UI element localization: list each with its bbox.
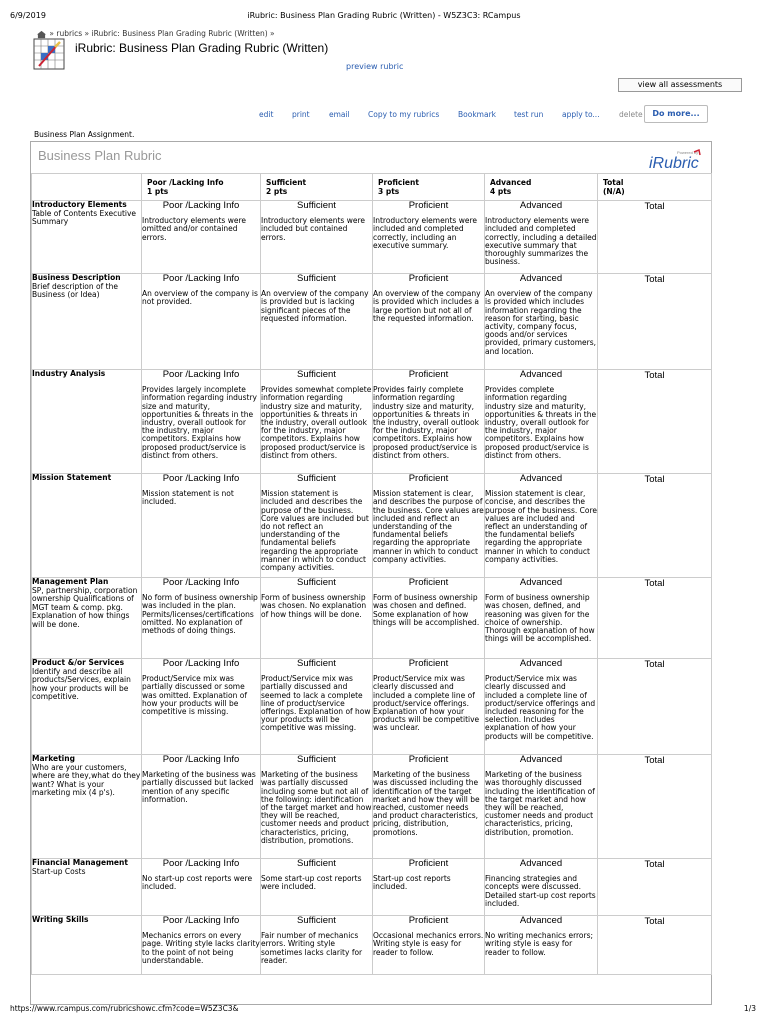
rubric-row	[32, 274, 712, 370]
rating-description: Product/Service mix was partially discussed and seemed to lack a complete line of product/service offerings. Explanation of how your products will be competitive was missing.	[261, 674, 371, 733]
rating-cell[interactable]	[142, 578, 261, 659]
column-label: Sufficient	[266, 178, 307, 187]
rating-level-label: Proficient	[408, 658, 449, 669]
criterion-description: Who are your customers, where are they,what do they want? What is your marketing mix (4 p's).	[32, 762, 141, 798]
rating-description: An overview of the company is not provided.	[142, 289, 258, 307]
rating-cell[interactable]	[142, 370, 261, 474]
rating-cell[interactable]	[485, 755, 598, 859]
column-points: (N/A)	[603, 187, 625, 196]
rating-level-label: Poor /Lacking Info	[162, 273, 240, 284]
criteria-header	[32, 174, 142, 201]
rating-level-label: Poor /Lacking Info	[162, 369, 240, 380]
rating-cell[interactable]	[142, 274, 261, 370]
rating-description: Provides fairly complete information regarding industry size and maturity, opportunities & threats in the industry, overall outlook for the industry, major competitors. Explains how proposed product/service is distinct from others.	[373, 385, 479, 460]
rubric-row	[32, 659, 712, 755]
print-date: 6/9/2019	[10, 11, 46, 20]
rating-level-label: Poor /Lacking Info	[162, 473, 240, 484]
rating-cell[interactable]	[485, 474, 598, 578]
column-points: 1 pts	[147, 187, 169, 196]
rating-cell[interactable]	[485, 916, 598, 975]
criterion-description: Table of Contents Executive Summary	[32, 208, 137, 227]
column-points: 3 pts	[378, 187, 400, 196]
rating-cell[interactable]	[485, 201, 598, 274]
rating-level-label: Sufficient	[297, 273, 336, 284]
criterion-name: Marketing	[32, 754, 75, 763]
rubric-row	[32, 201, 712, 274]
rating-cell[interactable]	[261, 578, 373, 659]
rating-level-label: Sufficient	[297, 858, 336, 869]
rating-description: Marketing of the business was discussed including the identification of the target market and how they will be reached, customer needs and product characteristics, pricing, distribution, promotions.	[373, 770, 480, 837]
criterion-description: Identify and describe all products/Services, explain how your products will be competitive.	[32, 666, 131, 702]
column-points: 2 pts	[266, 187, 288, 196]
rubric-row	[32, 474, 712, 578]
brand-name: iRubric	[649, 155, 699, 172]
copy-to-my-rubrics-link[interactable]: Copy to my rubrics	[368, 110, 440, 119]
rating-level-label: Poor /Lacking Info	[162, 915, 240, 926]
delete-link[interactable]: delete	[619, 110, 643, 119]
rubric-row	[32, 859, 712, 916]
rating-description: Provides somewhat complete information regarding industry size and maturity, opportunities & threats in the industry, overall outlook for the industry, major competitors. Explains how proposed product/service is distinct from others.	[261, 385, 372, 460]
criterion-cell	[32, 274, 142, 370]
rating-cell[interactable]	[142, 755, 261, 859]
rating-cell[interactable]	[261, 370, 373, 474]
apply-to-link[interactable]: apply to...	[562, 110, 600, 119]
preview-rubric-link[interactable]: preview rubric	[346, 62, 404, 71]
rating-level-label: Proficient	[408, 577, 449, 588]
rating-cell[interactable]	[485, 578, 598, 659]
criterion-description: Start-up Costs	[32, 866, 86, 876]
column-header-sufficient	[261, 174, 373, 201]
assignment-description: Business Plan Assignment.	[34, 130, 135, 139]
rating-cell[interactable]	[373, 274, 485, 370]
rating-level-label: Sufficient	[297, 200, 336, 211]
rubric-logo-icon	[33, 38, 65, 70]
row-total: Total	[598, 578, 712, 659]
rubric-row	[32, 370, 712, 474]
bookmark-link[interactable]: Bookmark	[458, 110, 496, 119]
rating-level-label: Advanced	[519, 473, 563, 484]
rating-level-label: Sufficient	[297, 473, 336, 484]
rating-description: Fair number of mechanics errors. Writing style sometimes lacks clarity for reader.	[261, 931, 363, 965]
rubric-grid	[31, 173, 712, 975]
rating-description: Financing strategies and concepts were discussed. Detailed start-up cost reports included.	[485, 874, 596, 908]
rubric-name: Business Plan Rubric	[38, 148, 162, 163]
row-total: Total	[598, 201, 712, 274]
criterion-name: Business Description	[32, 273, 121, 282]
rating-description: Start-up cost reports included.	[373, 874, 451, 892]
criterion-name: Mission Statement	[32, 473, 112, 482]
rating-description: An overview of the company is provided which includes a large portion but not all of the requested information.	[373, 289, 481, 323]
column-label: Total	[603, 178, 624, 187]
rating-level-label: Poor /Lacking Info	[162, 200, 240, 211]
rating-level-label: Poor /Lacking Info	[162, 658, 240, 669]
rating-cell[interactable]	[373, 474, 485, 578]
print-page-title: iRubric: Business Plan Grading Rubric (Written) - W5Z3C3: RCampus	[247, 11, 521, 20]
rating-description: Form of business ownership was chosen and defined. Some explanation of how things will be accomplished.	[373, 593, 480, 627]
row-total: Total	[598, 916, 712, 975]
column-header-total	[598, 174, 712, 201]
rating-description: Mission statement is clear, and describes the purpose of the business. Core values are included and reflect an understanding of the fundamental beliefs regarding the appropriate manner in which to conduct company activities.	[373, 489, 484, 564]
rating-cell[interactable]	[485, 370, 598, 474]
rating-level-label: Advanced	[519, 915, 563, 926]
print-url: https://www.rcampus.com/rubricshowc.cfm?code=W5Z3C3&	[10, 1004, 239, 1013]
rating-level-label: Advanced	[519, 369, 563, 380]
rating-level-label: Sufficient	[297, 658, 336, 669]
view-all-assessments-button[interactable]: view all assessments	[618, 78, 742, 92]
criterion-cell	[32, 201, 142, 274]
criterion-cell	[32, 659, 142, 755]
rating-cell[interactable]	[373, 370, 485, 474]
row-total: Total	[598, 755, 712, 859]
rating-description: Provides largely incomplete information regarding industry size and maturity, opportunities & threats in the industry, overall outlook for the industry, major competitors. Explains how proposed product/service is distinct from others.	[142, 385, 257, 460]
row-total: Total	[598, 659, 712, 755]
rating-description: An overview of the company is provided but is lacking significant pieces of the requested information.	[261, 289, 369, 323]
criterion-cell	[32, 755, 142, 859]
criterion-cell	[32, 578, 142, 659]
rating-cell[interactable]	[142, 659, 261, 755]
rating-description: Product/Service mix was clearly discussed and included a complete line of product/service offerings. Explanation of how your products will be competitive was unclear.	[373, 674, 480, 733]
rating-description: No writing mechanics errors; writing style is easy for reader to follow.	[485, 931, 594, 957]
row-total: Total	[598, 370, 712, 474]
rating-level-label: Advanced	[519, 658, 563, 669]
rating-cell[interactable]	[373, 201, 485, 274]
rating-level-label: Proficient	[408, 473, 449, 484]
rating-description: Introductory elements were omitted and/or contained errors.	[142, 216, 246, 242]
rating-description: Marketing of the business was partially discussed but lacked mention of any specific information.	[142, 770, 256, 804]
rubric-row	[32, 755, 712, 859]
criterion-description: SP, partnership, corporation ownership Qualifications of MGT team & comp. pkg. Explanation of how things will be done.	[32, 585, 138, 629]
rating-description: No form of business ownership was included in the plan. Permits/licenses/certifications omitted. No explanation of methods of doing things.	[142, 593, 258, 636]
row-total: Total	[598, 274, 712, 370]
print-page-number: 1/3	[743, 1004, 756, 1013]
rating-cell[interactable]	[373, 916, 485, 975]
column-points: 4 pts	[490, 187, 512, 196]
rating-level-label: Proficient	[408, 369, 449, 380]
rubric-row	[32, 578, 712, 659]
criterion-description: Brief description of the Business (or Idea)	[32, 281, 118, 300]
criterion-cell	[32, 370, 142, 474]
rating-description: Occasional mechanics errors. Writing style is easy for reader to follow.	[373, 931, 484, 957]
rating-level-label: Sufficient	[297, 915, 336, 926]
rating-cell[interactable]	[373, 659, 485, 755]
rating-cell[interactable]	[261, 755, 373, 859]
criterion-name: Writing Skills	[32, 915, 89, 924]
rating-description: Form of business ownership was chosen, defined, and reasoning was given for the choice of ownership. Thorough explanation of how things will be accomplished.	[485, 593, 595, 644]
print-link[interactable]: print	[292, 110, 310, 119]
rating-level-label: Sufficient	[297, 369, 336, 380]
test-run-link[interactable]: test run	[514, 110, 544, 119]
rating-level-label: Sufficient	[297, 577, 336, 588]
rating-cell[interactable]	[373, 755, 485, 859]
rating-level-label: Proficient	[408, 754, 449, 765]
rating-description: Marketing of the business was thoroughly discussed including the identification of the target market and how they will be reached, customer needs and product characteristics, pricing, distribution, promotion.	[485, 770, 595, 837]
rating-level-label: Advanced	[519, 754, 563, 765]
rating-description: Product/Service mix was clearly discussed and included a complete line of product/service offerings and included reasoning for the selection. Includes explanation of how your products will be competitive.	[485, 674, 596, 741]
rubric-page-title: iRubric: Business Plan Grading Rubric (Written)	[75, 41, 329, 55]
rating-level-label: Poor /Lacking Info	[162, 858, 240, 869]
criterion-name: Management Plan	[32, 577, 109, 586]
breadcrumb[interactable]	[36, 29, 275, 39]
rating-cell[interactable]	[261, 859, 373, 916]
rating-cell[interactable]	[485, 274, 598, 370]
rating-cell[interactable]	[485, 659, 598, 755]
brand-powered-by: Powered by	[677, 150, 699, 155]
rating-cell[interactable]	[142, 859, 261, 916]
rating-level-label: Poor /Lacking Info	[162, 577, 240, 588]
rating-description: Mission statement is not included.	[142, 489, 234, 507]
rubric-container	[30, 141, 712, 1005]
rating-description: Marketing of the business was partially discussed including some but not all of the following: identification of the target market and how they will be reached, customer needs and product characteristics, pricing, distribution, promotions.	[261, 770, 372, 845]
rating-cell[interactable]	[142, 201, 261, 274]
column-header-proficient	[373, 174, 485, 201]
rubric-header-row	[32, 174, 712, 201]
rating-description: Form of business ownership was chosen. No explanation of how things will be done.	[261, 593, 367, 619]
rating-level-label: Proficient	[408, 273, 449, 284]
rating-description: Introductory elements were included and completed correctly, including a detailed executive summary that thoroughly summarizes the business.	[485, 216, 597, 267]
criterion-cell	[32, 859, 142, 916]
column-label: Poor /Lacking Info	[147, 178, 224, 187]
column-label: Proficient	[378, 178, 419, 187]
rating-cell[interactable]	[373, 859, 485, 916]
rating-cell[interactable]	[261, 659, 373, 755]
rating-description: Provides complete information regarding industry size and maturity, opportunities & threats in the industry, overall outlook for the industry, major competitors. Explains how proposed product/service is distinct from others.	[485, 385, 597, 460]
rating-description: Mission statement is included and describes the purpose of the business. Core values are included but do not reflect an understanding of the fundamental beliefs regarding the appropriate manner in which to conduct company activities.	[261, 489, 369, 573]
breadcrumb-text[interactable]: » rubrics » iRubric: Business Plan Grading Rubric (Written) »	[49, 29, 275, 38]
rating-level-label: Advanced	[519, 273, 563, 284]
rubric-body	[32, 201, 712, 975]
rating-level-label: Proficient	[408, 858, 449, 869]
rating-description: Mission statement is clear, concise, and describes the purpose of the business. Core values are included and reflect an understanding of the fundamental beliefs regarding the appropriate manner in which to conduct company activities.	[485, 489, 597, 564]
criterion-name: Product &/or Services	[32, 658, 125, 667]
criterion-cell	[32, 916, 142, 975]
do-more-button[interactable]: Do more...	[644, 105, 708, 123]
rating-level-label: Poor /Lacking Info	[162, 754, 240, 765]
edit-link[interactable]: edit	[259, 110, 274, 119]
rating-cell[interactable]	[261, 201, 373, 274]
row-total: Total	[598, 474, 712, 578]
column-label: Advanced	[490, 178, 532, 187]
column-header-poor	[142, 174, 261, 201]
criterion-name: Introductory Elements	[32, 200, 127, 209]
rating-cell[interactable]	[485, 859, 598, 916]
rating-level-label: Proficient	[408, 200, 449, 211]
criterion-name: Industry Analysis	[32, 369, 106, 378]
rating-description: Product/Service mix was partially discussed or some was omitted. Explanation of how your products will be competitive is missing.	[142, 674, 247, 717]
column-header-advanced	[485, 174, 598, 201]
rating-description: No start-up cost reports were included.	[142, 874, 253, 892]
rating-level-label: Proficient	[408, 915, 449, 926]
rating-cell[interactable]	[261, 274, 373, 370]
rating-level-label: Advanced	[519, 577, 563, 588]
rating-level-label: Sufficient	[297, 754, 336, 765]
criterion-name: Financial Management	[32, 858, 128, 867]
rating-cell[interactable]	[142, 474, 261, 578]
rating-description: Introductory elements were included but contained errors.	[261, 216, 365, 242]
rating-cell[interactable]	[261, 474, 373, 578]
rating-description: Mechanics errors on every page. Writing style lacks clarity to the point of not being understandable.	[142, 931, 260, 965]
rating-level-label: Advanced	[519, 858, 563, 869]
rating-cell[interactable]	[261, 916, 373, 975]
rating-description: Some start-up cost reports were included.	[261, 874, 362, 892]
irubric-brand-logo	[647, 148, 703, 172]
email-link[interactable]: email	[329, 110, 350, 119]
rating-cell[interactable]	[373, 578, 485, 659]
rubric-row	[32, 916, 712, 975]
rating-level-label: Advanced	[519, 200, 563, 211]
rating-description: Introductory elements were included and completed correctly, including an executive summary.	[373, 216, 477, 250]
row-total: Total	[598, 859, 712, 916]
rating-description: An overview of the company is provided which includes information regarding the reason for starting, basic activity, company focus, goods and/or services provided, primary customers, and location.	[485, 289, 597, 356]
rating-cell[interactable]	[142, 916, 261, 975]
criterion-cell	[32, 474, 142, 578]
